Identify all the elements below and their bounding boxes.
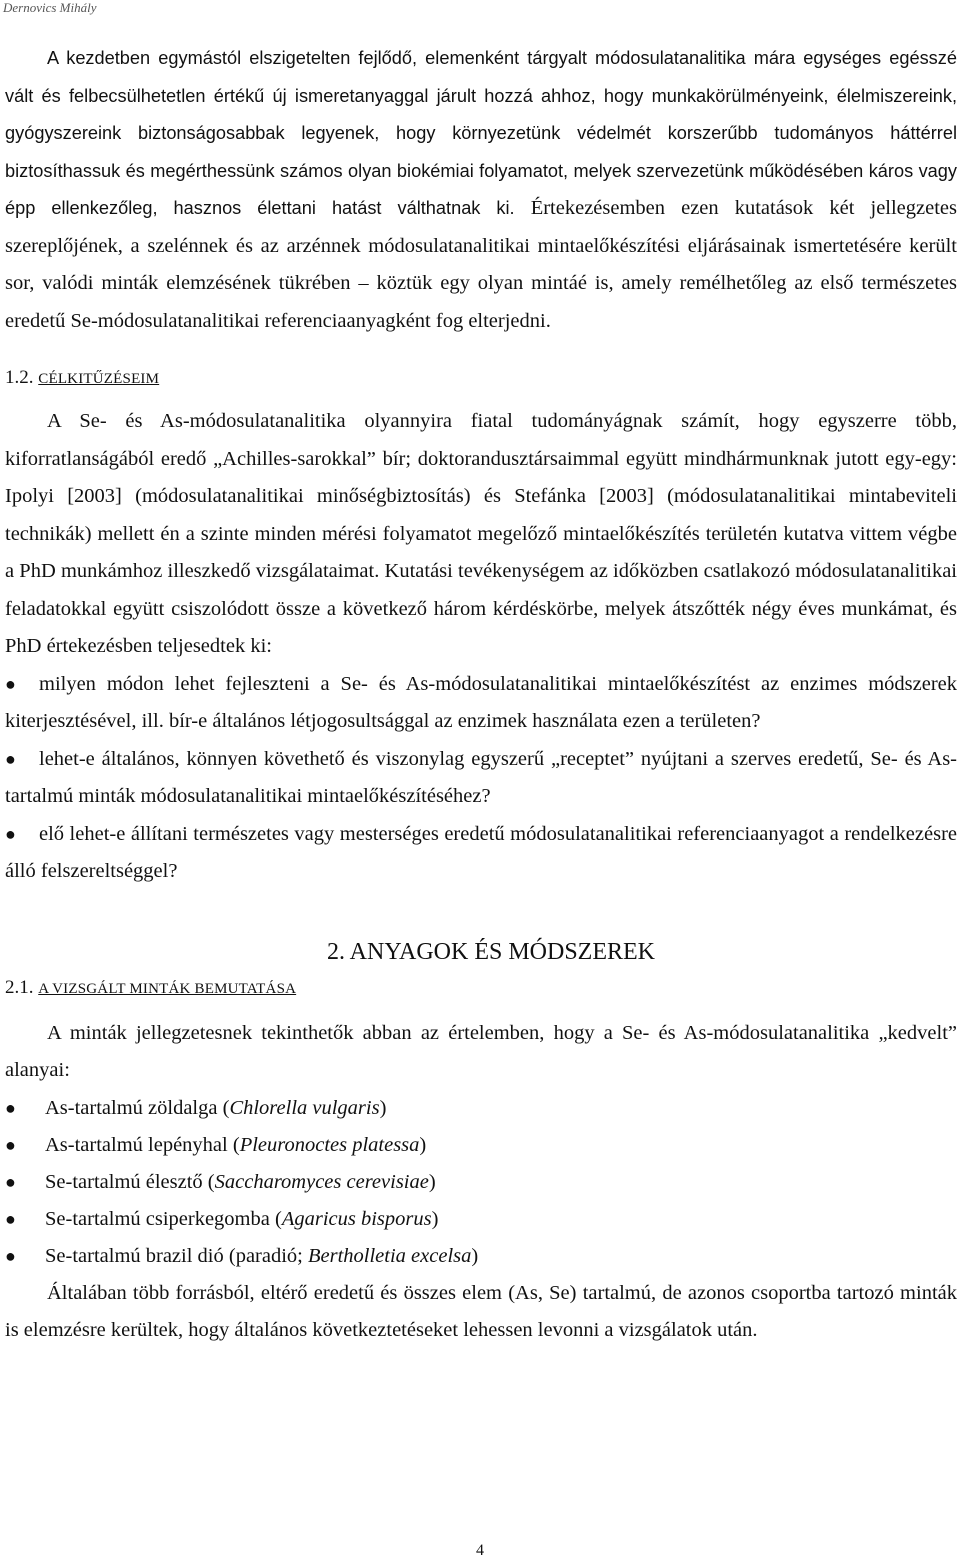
section-number: 2.1. (5, 976, 34, 998)
samples-intro-paragraph: A minták jellegzetesnek tekinthetők abban az értelemben, hogy a Se- és As-módosulatanalitika „kedvelt” alanyai: (5, 1021, 957, 1081)
sample-latin-name: Pleuronoctes platessa (239, 1133, 420, 1156)
bullet-icon: ● (5, 823, 16, 844)
goal-bullet-text: lehet-e általános, könnyen követhető és viszonylag egyszerű „receptet” nyújtani a szerves eredetű, Se- és As-tartalmú minták módosulatanalitikai mintaelőkészítéséhez? (5, 747, 957, 807)
section-heading-2-1 (5, 976, 957, 1001)
goal-bullet-text: milyen módon lehet fejleszteni a Se- és As-módosulatanalitikai mintaelőkészítést az enzimes módszerek kiterjesztésével, ill. bír-e általános létjogosultsággal az enzimek használata ezen a területen? (5, 672, 957, 732)
goal-bullet-text: elő lehet-e állítani természetes vagy mesterséges eredetű módosulatanalitikai referenciaanyagot a rendelkezésre álló felszereltséggel? (5, 822, 957, 882)
intro-serif-text: Értekezésemben ezen kutatások két jellegzetes szereplőjének, a szelénnek és az arzénnek módosulatanalitikai mintaelőkészítési eljárásainak ismertetésére került sor, valódi minták elemzésének tükrében – köztük egy olyan mintáé is, amely remélhetőleg az első természetes eredetű Se-módosulatanalitikai referenciaanyagként fog elterjedni. (5, 197, 958, 332)
page-body (5, 40, 957, 1350)
goal-bullet-1 (5, 666, 957, 741)
sample-suffix: ) (431, 1207, 439, 1230)
bullet-icon: ● (5, 673, 16, 694)
sample-latin-name: Bertholletia excelsa (308, 1244, 472, 1267)
closing-paragraph: Általában több forrásból, eltérő eredetű és összes elem (As, Se) tartalmú, de azonos csoportba tartozó minták is elemzésre kerültek, hogy általános következtetéseket lehessen levonni a vizsgálatok után. (5, 1281, 957, 1341)
sample-name: Se-tartalmú brazil dió (paradió; (45, 1244, 308, 1267)
sample-name: Se-tartalmú élesztő ( (45, 1170, 215, 1193)
sample-name: As-tartalmú lepényhal ( (45, 1133, 240, 1156)
page-number: 4 (476, 1542, 484, 1559)
sample-name: As-tartalmú zöldalga ( (45, 1096, 230, 1119)
sample-latin-name: Agaricus bisporus (281, 1207, 432, 1230)
section-title: CÉLKITŰZÉSEIM (38, 371, 160, 387)
sample-suffix: ) (471, 1244, 479, 1267)
sample-latin-name: Chlorella vulgaris (229, 1096, 380, 1119)
sample-suffix: ) (419, 1133, 427, 1156)
intro-paragraph (5, 40, 957, 340)
running-header-author: Dernovics Mihály (3, 0, 97, 15)
bullet-icon: ● (5, 1171, 16, 1192)
chapter-title: 2. ANYAGOK ÉS MÓDSZEREK (326, 938, 656, 965)
list-item (5, 1201, 957, 1238)
sample-suffix: ) (379, 1096, 387, 1119)
list-item (5, 1238, 957, 1275)
goal-bullet-3 (5, 816, 957, 891)
bullet-icon: ● (5, 748, 16, 769)
sample-latin-name: Saccharomyces cerevisiae (214, 1170, 429, 1193)
samples-list (5, 1090, 957, 1275)
intro-sans-text: A kezdetben egymástól elszigetelten fejlődő, elemenként tárgyalt módosulatanalitika mára egységes egésszé vált és felbecsülhetetlen értékű új ismeretanyaggal járult hozzá ahhoz, hogy munkakörülményeink, élelmiszereink, gyógyszereink biztonságosabbak legyenek, hogy környezetünk védelmét korszerűbb tudományos háttérrel biztosíthassuk és megérthessünk számos olyan biokémiai folyamatot, melyek szervezetünk működésében káros vagy épp ellenkezőleg, hasznos élettani hatást válthatnak ki. (5, 48, 957, 218)
section-title: A VIZSGÁLT MINTÁK BEMUTATÁSA (38, 980, 297, 997)
goal-bullet-2 (5, 741, 957, 816)
sample-suffix: ) (428, 1170, 436, 1193)
section-heading-1-2 (5, 366, 957, 391)
bullet-icon: ● (5, 1097, 16, 1118)
bullet-icon: ● (5, 1245, 16, 1266)
sample-name: Se-tartalmú csiperkegomba ( (45, 1207, 282, 1230)
bullet-icon: ● (5, 1134, 16, 1155)
bullet-icon: ● (5, 1208, 16, 1229)
goals-paragraph: A Se- és As-módosulatanalitika olyannyira fiatal tudományágnak számít, hogy egyszerre több, kiforratlanságából eredő „Achilles-sarokkal” bír; doktorandusztársaimmal együtt mindhármunknak jutott egy-egy: Ipolyi [2003] (módosulatanalitikai minőségbiztosítás) és Stefánka [2003] (módosulatanalitikai mintabeviteli technikák) mellett én a szinte minden mérési folyamatot megelőző mintaelőkészítés területén kutatva vittem végbe a PhD munkámhoz illeszkedő vizsgálataimat. Kutatási tevékenységem az időközben csatlakozó módosulatanalitikai feladatokkal együtt csiszolódott össze a következő három kérdéskörbe, melyek átszőtték négy éves munkámat, és PhD értekezésben teljesedtek ki: (5, 410, 957, 657)
section-number: 1.2. (5, 367, 34, 388)
list-item (5, 1090, 957, 1127)
list-item (5, 1164, 957, 1201)
list-item (5, 1127, 957, 1164)
